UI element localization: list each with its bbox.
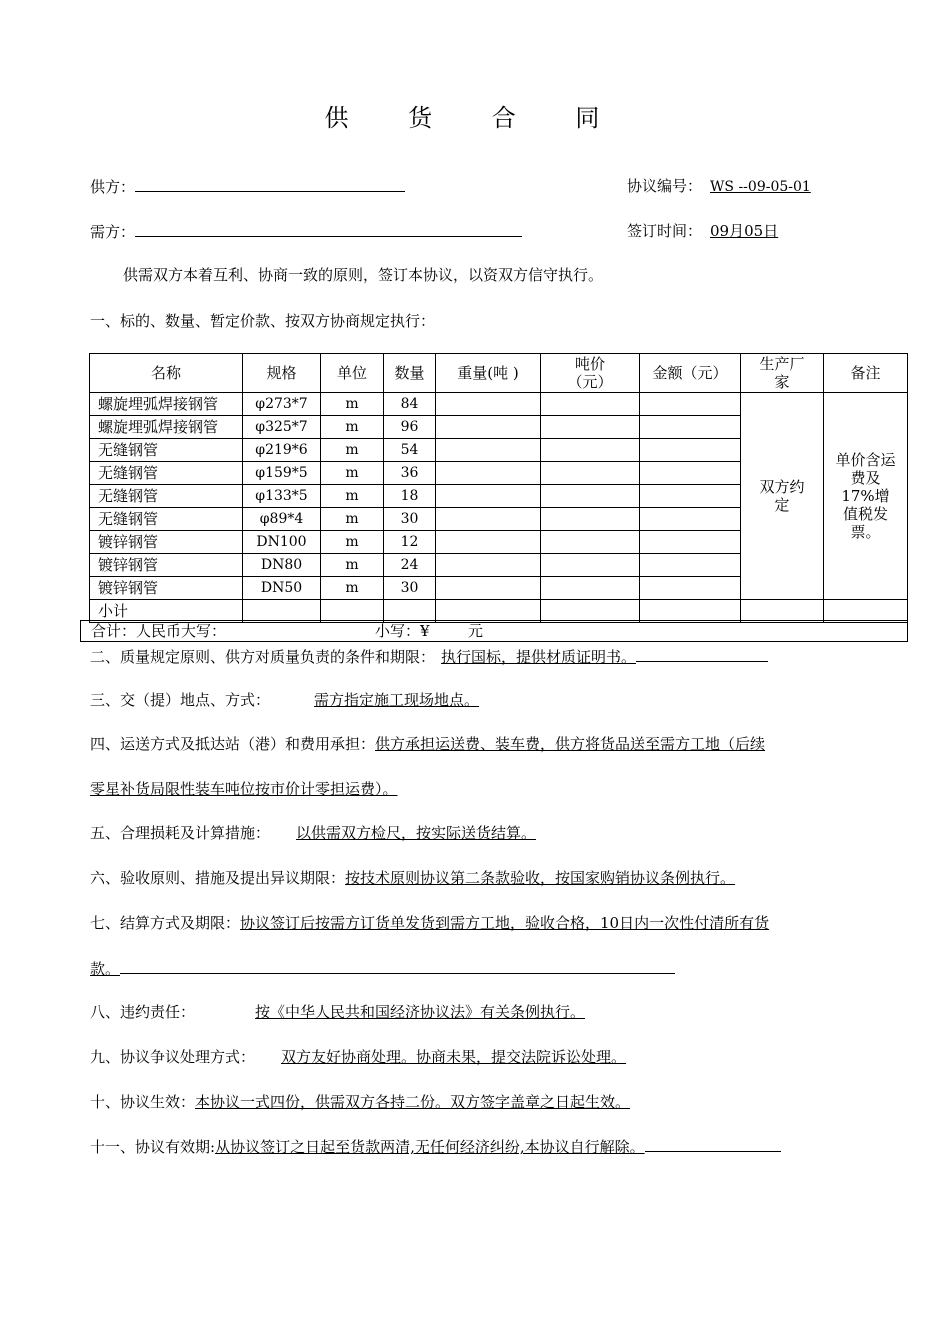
cell-name: 无缝钢管: [90, 439, 243, 462]
cell-spec: φ219*6: [243, 439, 321, 462]
clause-7-continued: [90, 958, 675, 979]
clause-value: 执行国标，提供材质证明书。: [441, 648, 637, 666]
cell-amount: [640, 531, 741, 554]
cell-weight: [436, 416, 541, 439]
cell-ton-price: [541, 577, 640, 600]
clause-label: 三、交（提）地点、方式：: [90, 691, 271, 709]
cell-amount: [640, 485, 741, 508]
sign-date-value: 09月05日: [710, 222, 779, 240]
cell-qty: 12: [384, 531, 436, 554]
cell-ton-price: [541, 416, 640, 439]
cell-name: 镀锌钢管: [90, 554, 243, 577]
clause-10: [90, 1092, 630, 1112]
cell-name: 螺旋埋弧焊接钢管: [90, 393, 243, 416]
cell-manufacturer: [741, 393, 824, 600]
clause-fill-line: [120, 958, 675, 974]
cell-spec: DN50: [243, 577, 321, 600]
cell-ton-price: [541, 554, 640, 577]
cell-unit: m: [321, 462, 384, 485]
cell-weight: [436, 393, 541, 416]
clause-value: 本协议一式四份，供需双方各持二份。双方签字盖章之日起生效。: [195, 1093, 631, 1111]
header-remark: 备注: [824, 354, 908, 393]
cell-unit: m: [321, 416, 384, 439]
remark-note: 单价含运费及17%增值税发票。: [835, 451, 896, 541]
cell-amount: [640, 462, 741, 485]
cell-name: 无缝钢管: [90, 508, 243, 531]
total-label: 合计：人民币大写：: [91, 622, 227, 640]
cell-amount: [640, 554, 741, 577]
goods-table: [89, 353, 908, 623]
contract-no-label: 协议编号：: [627, 177, 703, 195]
cell-ton-price: [541, 508, 640, 531]
clause-fill-line: [636, 646, 768, 662]
clause-label: 五、合理损耗及计算措施：: [90, 824, 271, 842]
buyer-label: 需方：: [90, 223, 136, 241]
clause-label: 四、运送方式及抵达站（港）和费用承担：: [90, 735, 376, 753]
total-small-label: 小写：¥: [375, 622, 430, 640]
clause-label: 七、结算方式及期限：: [90, 914, 241, 932]
clause-label: 十一、协议有效期:: [90, 1138, 216, 1156]
table-header-row: [90, 354, 908, 393]
supplier-blank: [135, 176, 405, 192]
clause-11: [90, 1136, 781, 1157]
header-ton-price: 吨价（元）: [541, 354, 640, 393]
clause-value: 零星补货局限性装车吨位按市价计零担运费）。: [90, 780, 398, 798]
header-unit: 单位: [321, 354, 384, 393]
clause-3: [90, 690, 479, 710]
cell-amount: [640, 416, 741, 439]
cell-ton-price: [541, 439, 640, 462]
cell-spec: φ325*7: [243, 416, 321, 439]
clause-2: [90, 646, 768, 667]
clause-label: 十、协议生效：: [90, 1093, 196, 1111]
clause-5: [90, 823, 536, 843]
cell-weight: [436, 531, 541, 554]
cell-remark: [824, 393, 908, 600]
cell-weight: [436, 462, 541, 485]
contract-no-field: [627, 176, 819, 197]
clause-value: 以供需双方检尺，按实际送货结算。: [296, 824, 537, 842]
clause-label: 六、验收原则、措施及提出异议期限：: [90, 869, 346, 887]
cell-qty: 84: [384, 393, 436, 416]
cell-ton-price: [541, 462, 640, 485]
header-qty: 数量: [384, 354, 436, 393]
clause-value: 按技术原则协议第二条款验收，按国家购销协议条例执行。: [345, 869, 736, 887]
cell-spec: DN100: [243, 531, 321, 554]
header-manufacturer: 生产厂家: [741, 354, 824, 393]
cell-weight: [436, 577, 541, 600]
clause-label: 九、协议争议处理方式：: [90, 1048, 256, 1066]
cell-name: 无缝钢管: [90, 462, 243, 485]
clause-value: 双方友好协商处理。协商未果，提交法院诉讼处理。: [281, 1048, 627, 1066]
clause-4: [90, 734, 765, 754]
clause-value: 需方指定施工现场地点。: [314, 691, 480, 709]
cell-unit: m: [321, 439, 384, 462]
header-spec: 规格: [243, 354, 321, 393]
cell-amount: [640, 439, 741, 462]
clause-8: [90, 1002, 585, 1022]
clause-fill-line: [645, 1136, 781, 1152]
cell-ton-price: [541, 485, 640, 508]
cell-amount: [640, 393, 741, 416]
cell-unit: m: [321, 577, 384, 600]
cell-name: 螺旋埋弧焊接钢管: [90, 416, 243, 439]
clause-value: 供方承担运送费、装车费，供方将货品送至需方工地（后续: [375, 735, 766, 753]
total-row: [80, 620, 908, 642]
sign-date-field: [627, 221, 786, 241]
clause-value: 按《中华人民共和国经济协议法》有关条例执行。: [255, 1003, 586, 1021]
cell-weight: [436, 508, 541, 531]
cell-ton-price: [541, 393, 640, 416]
clause-label: 二、质量规定原则、供方对质量负责的条件和期限：: [90, 648, 436, 666]
buyer-field: [90, 221, 522, 242]
cell-qty: 24: [384, 554, 436, 577]
cell-qty: 30: [384, 508, 436, 531]
cell-unit: m: [321, 554, 384, 577]
subtotal-label: 小计: [90, 600, 243, 623]
clause-4-continued: [90, 779, 398, 799]
cell-unit: m: [321, 508, 384, 531]
supplier-field: [90, 176, 405, 197]
cell-qty: 18: [384, 485, 436, 508]
header-weight: 重量(吨 ): [436, 354, 541, 393]
contract-no-value: WS --09-05-01: [710, 179, 811, 195]
cell-qty: 30: [384, 577, 436, 600]
clause-9: [90, 1047, 626, 1067]
clause-value: 款。: [90, 960, 121, 978]
cell-name: 镀锌钢管: [90, 531, 243, 554]
cell-spec: DN80: [243, 554, 321, 577]
cell-name: 无缝钢管: [90, 485, 243, 508]
header-name: 名称: [90, 354, 243, 393]
cell-unit: m: [321, 393, 384, 416]
table-row: [90, 393, 908, 416]
cell-amount: [640, 508, 741, 531]
cell-qty: 36: [384, 462, 436, 485]
cell-weight: [436, 554, 541, 577]
section-1-heading: 一、标的、数量、暂定价款、按双方协商规定执行：: [90, 312, 436, 330]
clause-label: 八、违约责任：: [90, 1003, 196, 1021]
intro-text: 供需双方本着互利、协商一致的原则，签订本协议，以资双方信守执行。: [123, 266, 604, 284]
clause-value: 协议签订后按需方订货单发货到需方工地，验收合格，10日内一次性付清所有货: [240, 914, 770, 932]
document-title: 供 货 合 同: [324, 104, 626, 132]
cell-spec: φ89*4: [243, 508, 321, 531]
clause-6: [90, 868, 735, 888]
buyer-blank: [135, 221, 522, 237]
cell-ton-price: [541, 531, 640, 554]
cell-amount: [640, 577, 741, 600]
cell-qty: 54: [384, 439, 436, 462]
total-currency: 元: [468, 622, 484, 640]
supplier-label: 供方：: [90, 178, 136, 196]
cell-weight: [436, 485, 541, 508]
sign-date-label: 签订时间：: [627, 222, 703, 240]
clause-7: [90, 913, 769, 933]
manufacturer-note: 双方约定: [759, 478, 805, 514]
cell-spec: φ273*7: [243, 393, 321, 416]
cell-qty: 96: [384, 416, 436, 439]
cell-spec: φ133*5: [243, 485, 321, 508]
cell-unit: m: [321, 485, 384, 508]
cell-weight: [436, 439, 541, 462]
cell-name: 镀锌钢管: [90, 577, 243, 600]
header-amount: 金额（元）: [640, 354, 741, 393]
cell-spec: φ159*5: [243, 462, 321, 485]
cell-unit: m: [321, 531, 384, 554]
clause-value: 从协议签订之日起至货款两清,无任何经济纠纷,本协议自行解除。: [215, 1138, 645, 1156]
